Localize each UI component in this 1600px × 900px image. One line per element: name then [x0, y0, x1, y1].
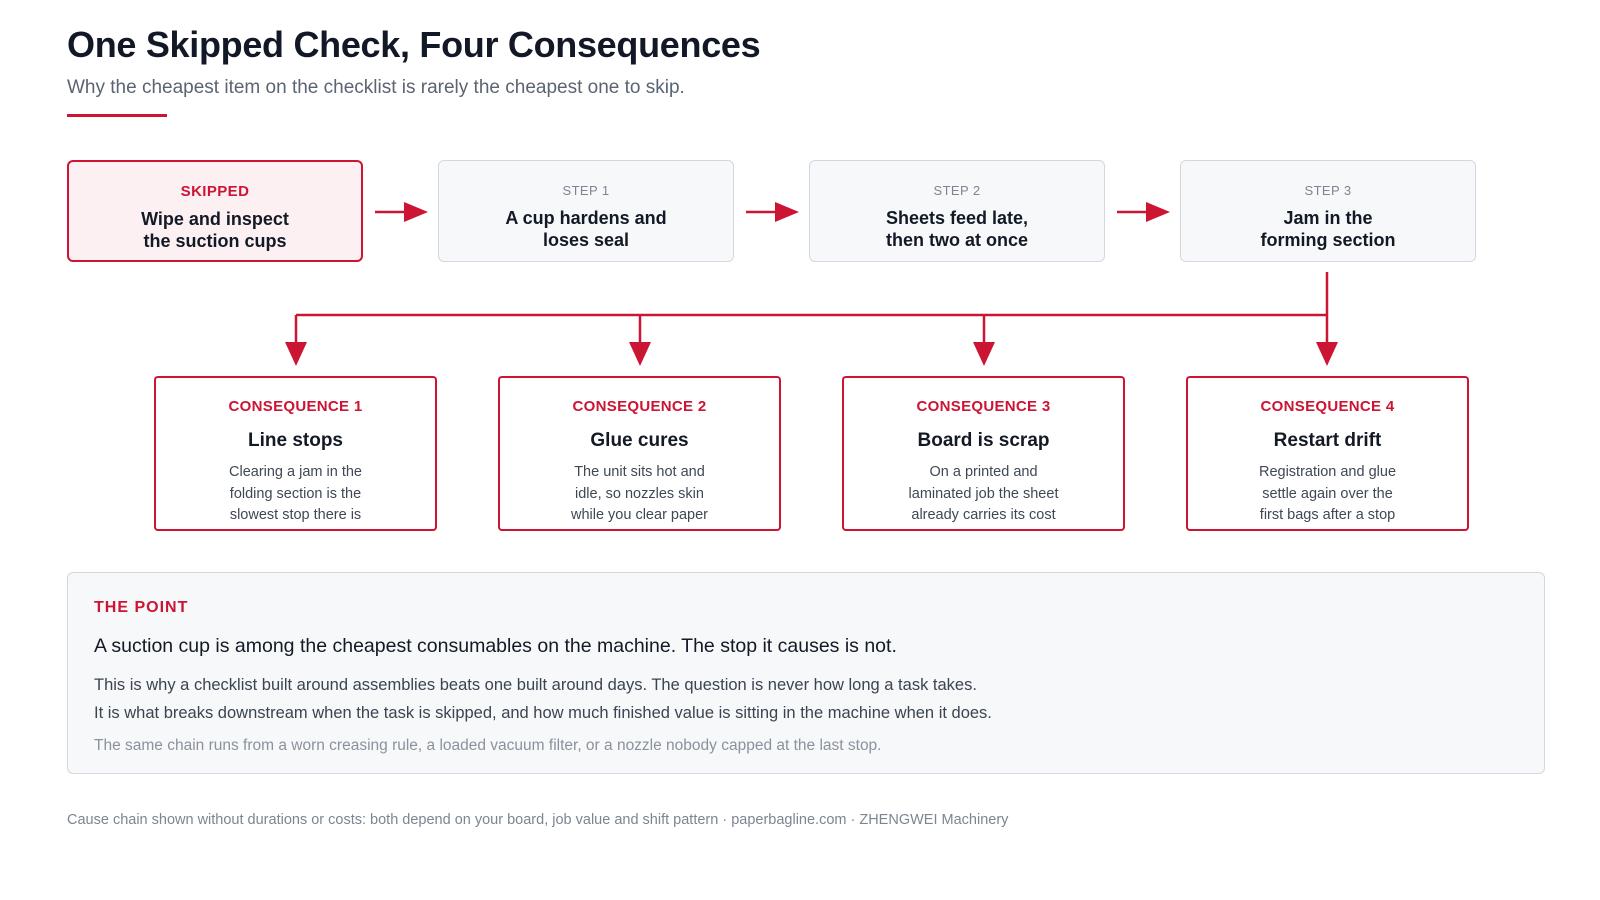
- consequence-description: Registration and glue settle again over the first bags after a stop: [1258, 464, 1397, 523]
- consequence-tag: CONSEQUENCE 4: [1260, 398, 1395, 415]
- chain-box-step-3: [1180, 160, 1476, 262]
- consequence-box-4: [1186, 376, 1469, 531]
- chain-text: Wipe and inspect the suction cups: [141, 209, 289, 251]
- consequence-tag: CONSEQUENCE 1: [228, 398, 363, 415]
- chain-tag: STEP 2: [933, 183, 981, 198]
- point-heading: THE POINT: [94, 599, 189, 616]
- chain-text: Sheets feed late, then two at once: [885, 208, 1029, 250]
- chain-box-step-2: [809, 160, 1105, 262]
- chain-box-step-1: [438, 160, 734, 262]
- branch-connector: [285, 272, 1338, 366]
- consequence-box-3: [842, 376, 1125, 531]
- chain-tag: SKIPPED: [180, 183, 250, 200]
- chain-arrow-3: [1117, 202, 1170, 222]
- arrowhead-consequence-1: [285, 342, 307, 366]
- chain-tag: STEP 1: [562, 183, 610, 198]
- point-lead: A suction cup is among the cheapest consumables on the machine. The stop it causes is not.: [94, 635, 897, 657]
- consequence-description: On a printed and laminated job the sheet already carries its cost: [908, 464, 1059, 523]
- consequence-description: Clearing a jam in the folding section is the slowest stop there is: [229, 464, 362, 523]
- point-body: This is why a checklist built around assemblies beats one built around days. The question is never how long a task takes. It is what breaks downstream when the task is skipped, and how much finished value is sitting in the machine when it does.: [94, 676, 992, 722]
- consequence-tag: CONSEQUENCE 3: [916, 398, 1051, 415]
- chain-tag: STEP 3: [1304, 183, 1352, 198]
- page-subtitle: Why the cheapest item on the checklist is rarely the cheapest one to skip.: [67, 77, 685, 98]
- the-point-panel: [67, 572, 1545, 774]
- chain-arrow-2: [746, 202, 799, 222]
- consequence-box-1: [154, 376, 437, 531]
- consequence-tag: CONSEQUENCE 2: [572, 398, 707, 415]
- consequence-title: Board is scrap: [917, 430, 1050, 451]
- arrowhead-consequence-4: [1316, 342, 1338, 366]
- consequence-title: Glue cures: [590, 430, 689, 451]
- point-note: The same chain runs from a worn creasing rule, a loaded vacuum filter, or a nozzle nobody capped at the last stop.: [94, 737, 882, 754]
- footer-note: Cause chain shown without durations or costs: both depend on your board, job value and shift pattern · paperbagline.com · ZHENGWEI Machinery: [67, 812, 1009, 828]
- arrowhead-consequence-2: [629, 342, 651, 366]
- chain-text: A cup hardens and loses seal: [505, 208, 667, 250]
- arrowhead-consequence-3: [973, 342, 995, 366]
- page-title: One Skipped Check, Four Consequences: [67, 24, 761, 65]
- chain-text: Jam in the forming section: [1260, 208, 1396, 250]
- consequence-description: The unit sits hot and idle, so nozzles skin while you clear paper: [570, 464, 709, 523]
- chain-box-skipped: [67, 160, 363, 262]
- consequence-title: Line stops: [247, 430, 343, 451]
- consequence-title: Restart drift: [1273, 430, 1382, 451]
- chain-arrow-1: [375, 202, 428, 222]
- consequence-box-2: [498, 376, 781, 531]
